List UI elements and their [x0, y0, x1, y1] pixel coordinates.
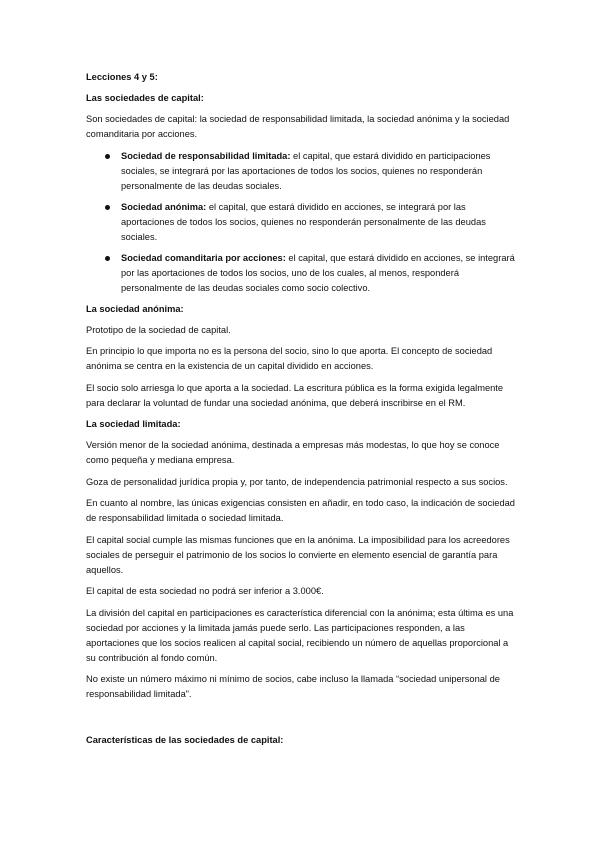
section-spacer [86, 709, 518, 733]
sl-paragraph: La división del capital en participaciones es característica diferencial con la anónima; esta última es una sociedad por acciones y la limitada jamás puede serlo. Las participaciones responden, a las aportaciones que los socios realicen al capital social, recibiendo un número de aquellas proporcional a su contribución al fondo común. [86, 607, 514, 663]
sl-paragraph: El capital de esta sociedad no podrá ser inferior a 3.000€. [86, 586, 324, 596]
sa-paragraph: Prototipo de la sociedad de capital. [86, 324, 231, 335]
bullet-term: Sociedad de responsabilidad limitada: [121, 150, 291, 161]
list-item [86, 149, 518, 194]
bullet-text: el capital, que estará dividido en acciones, se integrará por las aportaciones de todos los socios, quienes no responderán personalmente de las deudas sociales. [121, 201, 486, 242]
sa-paragraph: El socio solo arriesga lo que aporta a la sociedad. La escritura pública es la forma exigida legalmente para declarar la voluntad de fundar una sociedad anónima, que deberá inscribirse en el RM. [86, 382, 504, 408]
sl-paragraph: Versión menor de la sociedad anónima, destinada a empresas más modestas, lo que hoy se conoce como pequeña y mediana empresa. [86, 440, 500, 465]
bullet-term: Sociedad comanditaria por acciones: [121, 252, 286, 263]
capital-companies-heading: Las sociedades de capital: [86, 93, 204, 103]
lessons-heading: Lecciones 4 y 5: [86, 72, 158, 82]
bullet-text: el capital, que estará dividido en acciones, se integrará por las aportaciones de todos los socios, uno de los cuales, al menos, responderá personalmente de las deudas sociales como socio colectivo. [121, 252, 515, 293]
sl-paragraph: En cuanto al nombre, las únicas exigencias consisten en añadir, en todo caso, la indicación de sociedad de responsabilidad limitada o sociedad limitada. [86, 498, 515, 523]
list-item [86, 200, 518, 245]
sa-paragraph: En principio lo que importa no es la persona del socio, sino lo que aporta. El concepto de sociedad anónima se centra en la existencia de un capital dividido en acciones. [86, 346, 493, 371]
bullet-term: Sociedad anónima: [121, 201, 207, 212]
document-body [86, 70, 518, 754]
list-item [86, 251, 518, 296]
sa-heading: La sociedad anónima: [86, 303, 184, 314]
sl-paragraph: Goza de personalidad jurídica propia y, por tanto, de independencia patrimonial respecto a sus socios. [86, 476, 508, 487]
sl-paragraph: El capital social cumple las mismas funciones que en la anónima. La imposibilidad para los acreedores sociales de perseguir el patrimonio de los socios lo convierte en elemento esencial de garantía para aquellos. [86, 534, 510, 575]
bullet-text: el capital, que estará dividido en participaciones sociales, se integrará por las aportaciones de todos los socios, quienes no responderán personalmente de las deudas sociales. [121, 150, 491, 191]
capital-intro-paragraph: Son sociedades de capital: la sociedad de responsabilidad limitada, la sociedad anónima y la sociedad comanditaria por acciones. [86, 114, 510, 139]
features-heading: Características de las sociedades de capital: [86, 734, 284, 745]
sl-heading: La sociedad limitada: [86, 419, 181, 429]
company-types-list [86, 149, 518, 296]
sl-paragraph: No existe un número máximo ni mínimo de socios, cabe incluso la llamada “sociedad unipersonal de responsabilidad limitada”. [86, 674, 500, 699]
